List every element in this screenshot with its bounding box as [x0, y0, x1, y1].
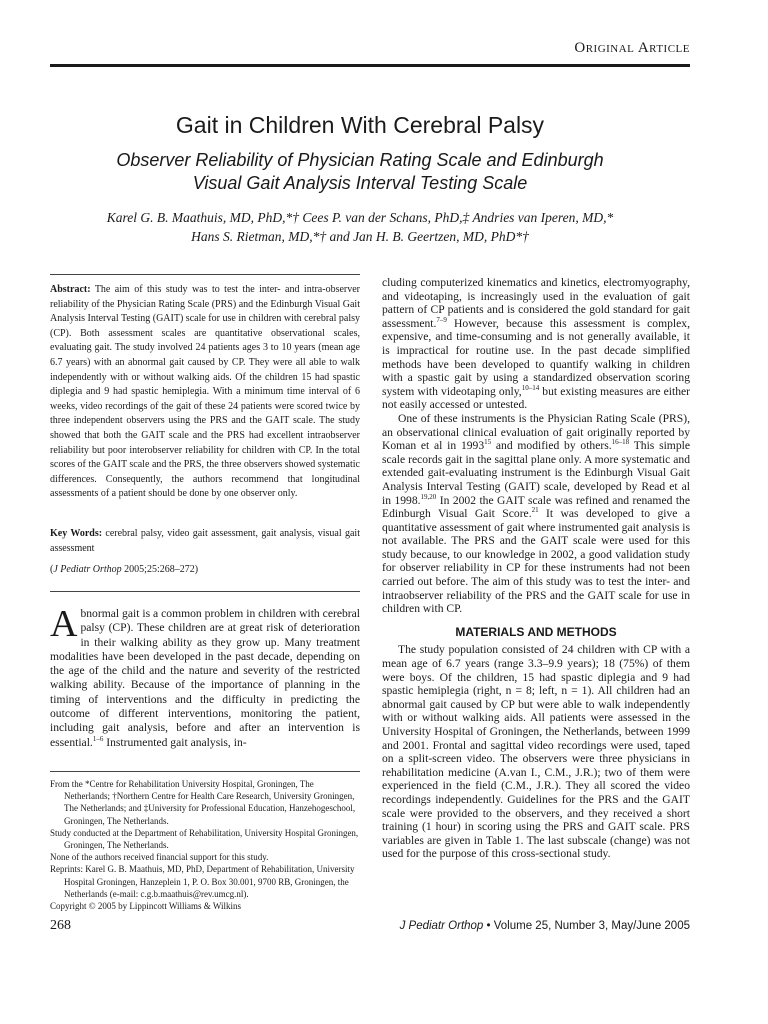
intro-text-a: bnormal gait is a common problem in children with cerebral palsy (CP). These children are at great risk of deterioration in their walking ability as they grow up. Many treatment modalities have been developed in the past decade, depending on the age of the child and the nature and severity of the restricted walking ability. Because of the importance of planning in the timing of interventions and the difficulty in predicting the outcome of different interventions, monitoring the patient, including gait analysis, before and after an intervention is essential.: [50, 607, 360, 749]
right-column: [382, 276, 690, 861]
page-number: 268: [50, 918, 71, 933]
keywords-text: cerebral palsy, video gait assessment, gait analysis, visual gait assessment: [50, 528, 360, 554]
copyright: Copyright © 2005 by Lippincott Williams & Wilkins: [50, 901, 242, 912]
authors-line-2: Hans S. Rietman, MD,*† and Jan H. B. Geertzen, MD, PhD*†: [191, 229, 529, 244]
section-label: Original Article: [574, 40, 690, 56]
abstract: [50, 283, 360, 502]
p1-ref-2: 10–14: [521, 383, 540, 392]
p2-text-a: One of these instruments is the Physician Rating Scale (PRS), an observational clinical evaluation of gait originally reported by Koman et al in 1993: [382, 411, 690, 453]
p2-ref-2: 16–18: [611, 438, 630, 447]
author-list: [50, 208, 670, 246]
p1-text-b: However, because this assessment is complex, expensive, and time-consuming and is not generally available, it is impractical for routine use. In the past decade simplified methods have been developed to quantify walking in children with a spastic gait by using a standardized observation scoring system with videotaping only,: [382, 316, 690, 398]
p1-ref-1: 7–9: [436, 315, 447, 324]
abstract-top-rule: [50, 274, 360, 275]
intro-paragraph: [50, 603, 360, 750]
section-heading-methods: MATERIALS AND METHODS: [455, 624, 617, 639]
p2-text-c: This simple scale records gait in the sagittal plane only. A more systematic and extended gait-evaluating instrument is the Edinburgh Visual Gait Analysis Interval Testing (GAIT) scale, developed by Read et al in 1998.: [382, 439, 690, 507]
footer-issue: • Volume 25, Number 3, May/June 2005: [483, 920, 690, 932]
paragraph-1: [382, 276, 690, 412]
intro-text-b: Instrumented gait analysis, in-: [103, 735, 247, 749]
footer-journal-name: J Pediatr Orthop: [399, 920, 484, 932]
p2-text-b: and modified by others.: [491, 439, 612, 453]
citation: (J Pediatr Orthop 2005;25:268–272): [50, 564, 199, 575]
p1-text-c: but existing measures are either not easily accessed or untested.: [382, 384, 691, 412]
intro-ref-a: 1–6: [92, 734, 104, 743]
footnote-affiliations: From the *Centre for Rehabilitation University Hospital, Groningen, The Netherlands; †Northern Centre for Health Care Research, University Groningen, The Netherlands; and ‡University for Professional Education, Hanzehogeschool, Groningen, The Netherlands.: [50, 779, 356, 826]
article-title: Gait in Children With Cerebral Palsy: [175, 112, 545, 138]
p2-ref-4: 21: [531, 506, 539, 515]
footnote-reprints: Reprints: Karel G. B. Maathuis, MD, PhD, Department of Rehabilitation, University Hospital Groningen, Hanzeplein 1, P. O. Box 30.001, 9700 RB, Groningen, the Netherlands (e-mail: c.g.b.maathuis@rev.umcg.nl).: [50, 864, 355, 899]
footnote-study-location: Study conducted at the Department of Rehabilitation, University Hospital Groningen, Groningen, The Netherlands.: [50, 827, 359, 851]
paragraph-3: The study population consisted of 24 children with CP with a mean age of 6.7 years (range 3.3–9.9 years); 18 (75%) of them were boys. Of the children, 15 had spastic diplegia and 9 had spastic hemiplegia (right, n = 8; left, n = 1). All children had an abnormal gait caused by CP but were able to walk independently with or without walking aids. All patients were assessed in the University Hospital of Groningen, the Netherlands, between 1999 and 2001. Frontal and sagittal video recordings were used, taped on a split-screen video. The observers were three physicians in rehabilitation medicine (A.van I., C.M., J.R.); two of them were experienced in the field (C.M., J.R.). They all scored the video recordings independently. Guidelines for the PRS and the GAIT scale were provided to the observers, and they received a short training (1 hour) in scoring using the PRS and GAIT scale. PRS variables are given in Table 1. The last subscale (change) was not used for the purpose of this cross-sectional study.: [382, 643, 690, 861]
footnote-rule: [50, 771, 360, 772]
citation-details: 2005;25:268–272): [124, 564, 199, 575]
authors-line-1: Karel G. B. Maathuis, MD, PhD,*† Cees P. van der Schans, PhD,‡ Andries van Iperen, MD,*: [106, 210, 614, 225]
abstract-label: Abstract:: [50, 284, 91, 295]
abstract-bottom-rule: [50, 591, 360, 592]
subtitle-line-2: Visual Gait Analysis Interval Testing Scale: [192, 173, 528, 193]
citation-journal: J Pediatr Orthop: [53, 564, 122, 575]
drop-cap: A: [50, 603, 78, 645]
paragraph-2: [382, 412, 690, 616]
keywords-label: Key Words:: [50, 528, 103, 539]
journal-footer: [0, 920, 690, 932]
footnote-funding: None of the authors received financial support for this study.: [50, 852, 269, 863]
article-subtitle: [50, 149, 670, 195]
header-rule: [50, 64, 690, 67]
subtitle-line-1: Observer Reliability of Physician Rating Scale and Edinburgh: [116, 150, 604, 170]
p2-ref-1: 15: [484, 438, 492, 447]
p2-text-e: It was developed to give a quantitative assessment of gait where instrumented gait analysis is not available. The PRS and the GAIT scale were used for this study because, to our knowledge in 2002, a good validation study for observer reliability in CP for these instruments had not been carried out before. The aim of this study was to test the inter- and intraobserver reliability of the PRS and the GAIT scale for use in children with CP.: [382, 507, 690, 616]
abstract-text: The aim of this study was to test the inter- and intra-observer reliability of the Physician Rating Scale (PRS) and the Edinburgh Visual Gait Analysis Interval Testing (GAIT) scale for use in children with cerebral palsy (CP). Both assessment scales are quantitative observational scales, evaluating gait. The study involved 24 patients ages 3 to 10 years (mean age 6.7 years) with an abnormal gait caused by CP. They were all able to walk independently with or without walking aids. Of the children 15 had spastic diplegia and 9 had spastic hemiplegia. With a minimum time interval of 6 weeks, video recordings of the gait of these 24 patients were scored twice by three independent observers using the PRS and the GAIT scale. The study showed that both the GAIT scale and the PRS had excellent intraobserver reliability but poor interobserver reliability for children with CP. In the total scores of the GAIT scale and the PRS, the three observers showed systematic differences. Consequently, the authors recommend that longitudinal assessments of a patient should be done by one observer only.: [50, 284, 360, 500]
footnotes: [50, 778, 360, 912]
keywords: [50, 527, 360, 556]
p2-text-d: In 2002 the GAIT scale was refined and renamed the Edinburgh Visual Gait Score.: [382, 493, 690, 521]
p1-text-a: cluding computerized kinematics and kinetics, electromyography, and videotaping, is increasingly used in the evaluation of gait pattern of CP patients and is considered the gold standard for gait assessment.: [382, 276, 690, 330]
p2-ref-3: 19,20: [420, 492, 437, 501]
